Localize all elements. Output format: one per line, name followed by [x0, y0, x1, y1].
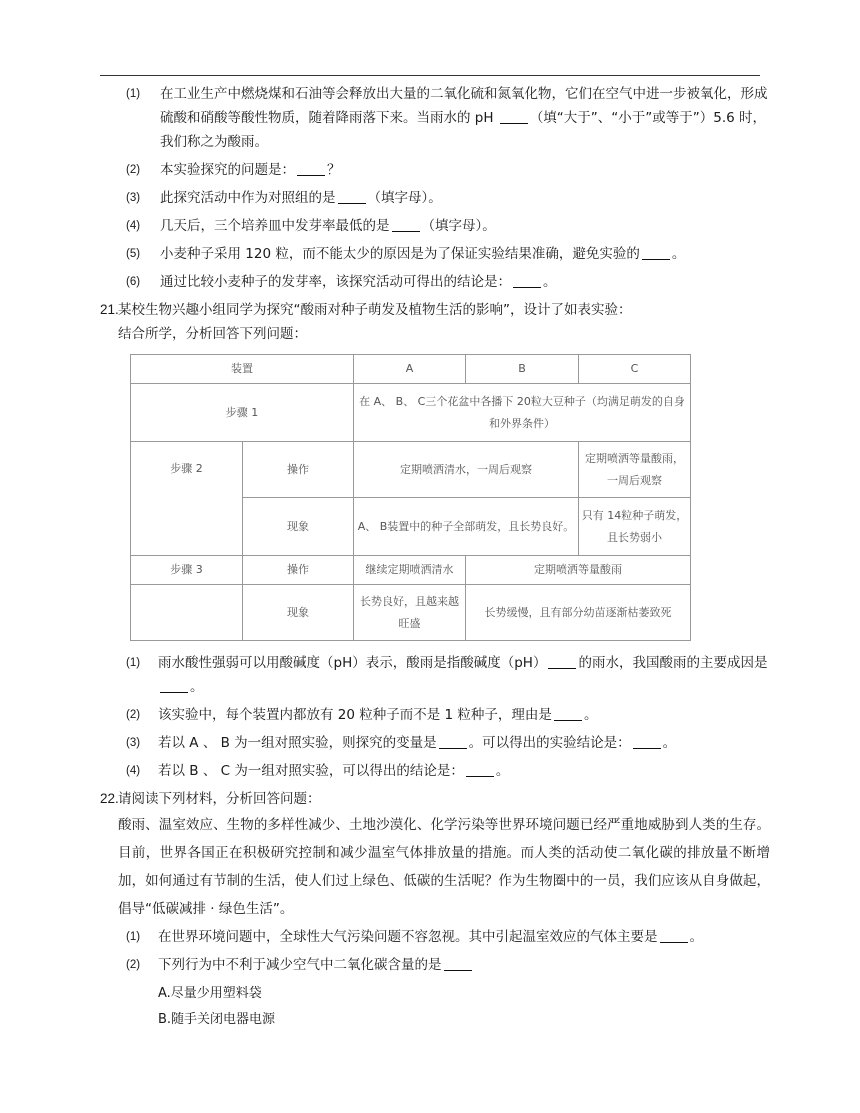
q22-sub-1: [100, 925, 770, 949]
sub-text-tail: 。: [543, 274, 557, 290]
q22-material: 酸雨、温室效应、生物的多样性减少、土地沙漠化、化学污染等世界环境问题已经严重地威胁到人类的生存。目前，世界各国正在积极研究控制和减少温室气体排放量的措施。而人类的活动使二氧化碳的排放量不断增加，如何通过有节制的生活，使人们过上绿色、低碳的生活呢？作为生物圈中的一员，我们应该从自身做起，倡导“低碳减排 · 绿色生活”。: [118, 817, 770, 917]
answer-blank[interactable]: [439, 734, 467, 749]
sub-text-tail: 。: [190, 679, 204, 695]
experiment-table: [130, 354, 691, 641]
q21-sub-1: [100, 651, 770, 699]
question-number: 22.: [100, 791, 119, 806]
table-row-step2-op: [131, 442, 691, 498]
sub-text: 下列行为中不利于减少空气中二氧化碳含量的是: [158, 957, 442, 973]
answer-blank[interactable]: [160, 678, 188, 693]
sub-number: (2): [126, 959, 141, 971]
sub-number: (2): [126, 164, 141, 176]
q20-sub-1: [100, 82, 770, 154]
sub-number: (4): [126, 765, 141, 777]
answer-blank[interactable]: [554, 706, 582, 721]
q21-intro2: 结合所学，分析回答下列问题：: [118, 326, 307, 342]
answer-blank[interactable]: [466, 762, 494, 777]
answer-blank[interactable]: [633, 734, 661, 749]
question-number: 21.: [100, 302, 119, 317]
q20-sub-2: [100, 158, 770, 182]
sub-text-tail: （填字母）。: [367, 190, 442, 206]
answer-blank[interactable]: [297, 161, 325, 176]
worksheet-body: [100, 82, 770, 1033]
sub-text: 此探究活动中作为对照组的是: [160, 190, 336, 206]
q20-sub-5: [100, 242, 770, 266]
sub-text-mid: 的雨水，我国酸雨的主要成因是: [578, 655, 768, 671]
sub-text: 雨水酸性强弱可以用酸碱度（pH）表示，酸雨是指酸碱度（pH）: [158, 655, 547, 671]
sub-text-tail: ？: [327, 162, 341, 178]
step3-empty: [131, 585, 243, 641]
sub-text: 在工业生产中燃烧煤和石油等会释放出大量的二氧化硫和氮氧化物，它们在空气中进一步被氧化，形成硫酸和硝酸等酸性物质，随着降雨落下来。当雨水的 pH: [160, 86, 768, 126]
table-row-step3-op: [131, 556, 691, 585]
sub-text: 几天后，三个培养皿中发芽率最低的是: [160, 218, 390, 234]
sub-text: 该实验中，每个装置内都放有 20 粒种子而不是 1 粒种子，理由是: [158, 707, 552, 723]
choice-a[interactable]: A.尽量少用塑料袋: [158, 986, 262, 1001]
sub-text-tail: 。: [689, 929, 703, 945]
step3-ph-bc: 长势缓慢，且有部分幼苗逐渐枯萎致死: [466, 585, 691, 641]
sub-number: (5): [126, 248, 141, 260]
sub-text-tail: 。: [662, 735, 677, 751]
header-b: B: [466, 355, 579, 384]
sub-number: (3): [126, 192, 141, 204]
sub-text: 小麦种子采用 120 粒，而不能太少的原因是为了保证实验结果准确，避免实验的: [160, 246, 640, 262]
q20-sub-4: [100, 214, 770, 238]
header-device: 装置: [131, 355, 354, 384]
answer-blank[interactable]: [660, 928, 688, 943]
question-intro: 某校生物兴趣小组同学为探究“酸雨对种子萌发及植物生活的影响”，设计了如表实验：: [118, 302, 632, 318]
answer-blank[interactable]: [392, 217, 420, 232]
step2-op-ab: 定期喷洒清水，一周后观察: [354, 442, 579, 498]
step1-label: 步骤 1: [131, 384, 354, 442]
answer-blank[interactable]: [548, 654, 576, 669]
step3-op-label: 操作: [243, 556, 354, 585]
sub-text-mid: 。可以得出的实验结论是：: [468, 735, 631, 751]
question-intro: 请阅读下列材料，分析回答问题：: [118, 791, 321, 807]
sub-text-tail: （填字母）。: [421, 218, 496, 234]
step3-op-a: 继续定期喷洒清水: [354, 556, 466, 585]
sub-number: (1): [126, 931, 141, 943]
sub-number: (3): [126, 737, 141, 749]
q21-heading: [100, 298, 770, 322]
step3-ph-a: 长势良好，且越来越旺盛: [354, 585, 466, 641]
sub-number: (6): [126, 276, 141, 288]
step2-ph-ab: A、 B装置中的种子全部萌发，且长势良好。: [354, 498, 579, 556]
q22-sub-2: [100, 953, 770, 977]
table-row-step1: [131, 384, 691, 442]
answer-blank[interactable]: [444, 956, 472, 971]
answer-blank[interactable]: [642, 245, 670, 260]
sub-text-tail: 。: [671, 246, 686, 262]
sub-number: (4): [126, 220, 141, 232]
q20-sub-6: [100, 270, 770, 294]
header-a: A: [354, 355, 466, 384]
header-c: C: [579, 355, 691, 384]
q21-sub-4: [100, 759, 770, 783]
header-rule: [100, 75, 760, 76]
answer-blank[interactable]: [500, 109, 528, 124]
sub-text: 本实验探究的问题是：: [160, 162, 295, 178]
sub-text: 通过比较小麦种子的发芽率，该探究活动可得出的结论是：: [160, 274, 511, 290]
q20-sub-3: [100, 186, 770, 210]
table-row-step3-phen: [131, 585, 691, 641]
step3-op-bc: 定期喷洒等量酸雨: [466, 556, 691, 585]
step2-op-label: 操作: [243, 442, 354, 498]
choice-b[interactable]: B.随手关闭电器电源: [158, 1012, 276, 1027]
table-header-row: [131, 355, 691, 384]
sub-number: (1): [126, 88, 141, 100]
step3-phen-label: 现象: [243, 585, 354, 641]
q22-heading: [100, 787, 770, 811]
sub-text-tail: 。: [495, 763, 510, 779]
answer-blank[interactable]: [338, 189, 366, 204]
sub-text: 在世界环境问题中，全球性大气污染问题不容忽视。其中引起温室效应的气体主要是: [158, 929, 658, 945]
step2-label: 步骤 2: [131, 442, 243, 556]
step3-label: 步骤 3: [131, 556, 243, 585]
sub-number: (1): [126, 657, 141, 669]
step1-text: 在 A、 B、 C三个花盆中各播下 20粒大豆种子（均满足萌发的自身和外界条件）: [354, 384, 691, 442]
q21-sub-2: [100, 703, 770, 727]
sub-text: 若以 B 、 C 为一组对照实验，可以得出的结论是：: [158, 763, 464, 779]
step2-op-c: 定期喷洒等量酸雨，一周后观察: [579, 442, 691, 498]
step2-phen-label: 现象: [243, 498, 354, 556]
q21-sub-3: [100, 731, 770, 755]
sub-number: (2): [126, 709, 141, 721]
sub-text-tail: 。: [583, 707, 598, 723]
sub-text-tail: （填“大于”、“小于”或等于”）5.6 时，我们称之为酸雨。: [160, 110, 767, 150]
sub-text: 若以 A 、 B 为一组对照实验，则探究的变量是: [158, 735, 437, 751]
step2-ph-c: 只有 14粒种子萌发，且长势弱小: [579, 498, 691, 556]
answer-blank[interactable]: [513, 273, 541, 288]
